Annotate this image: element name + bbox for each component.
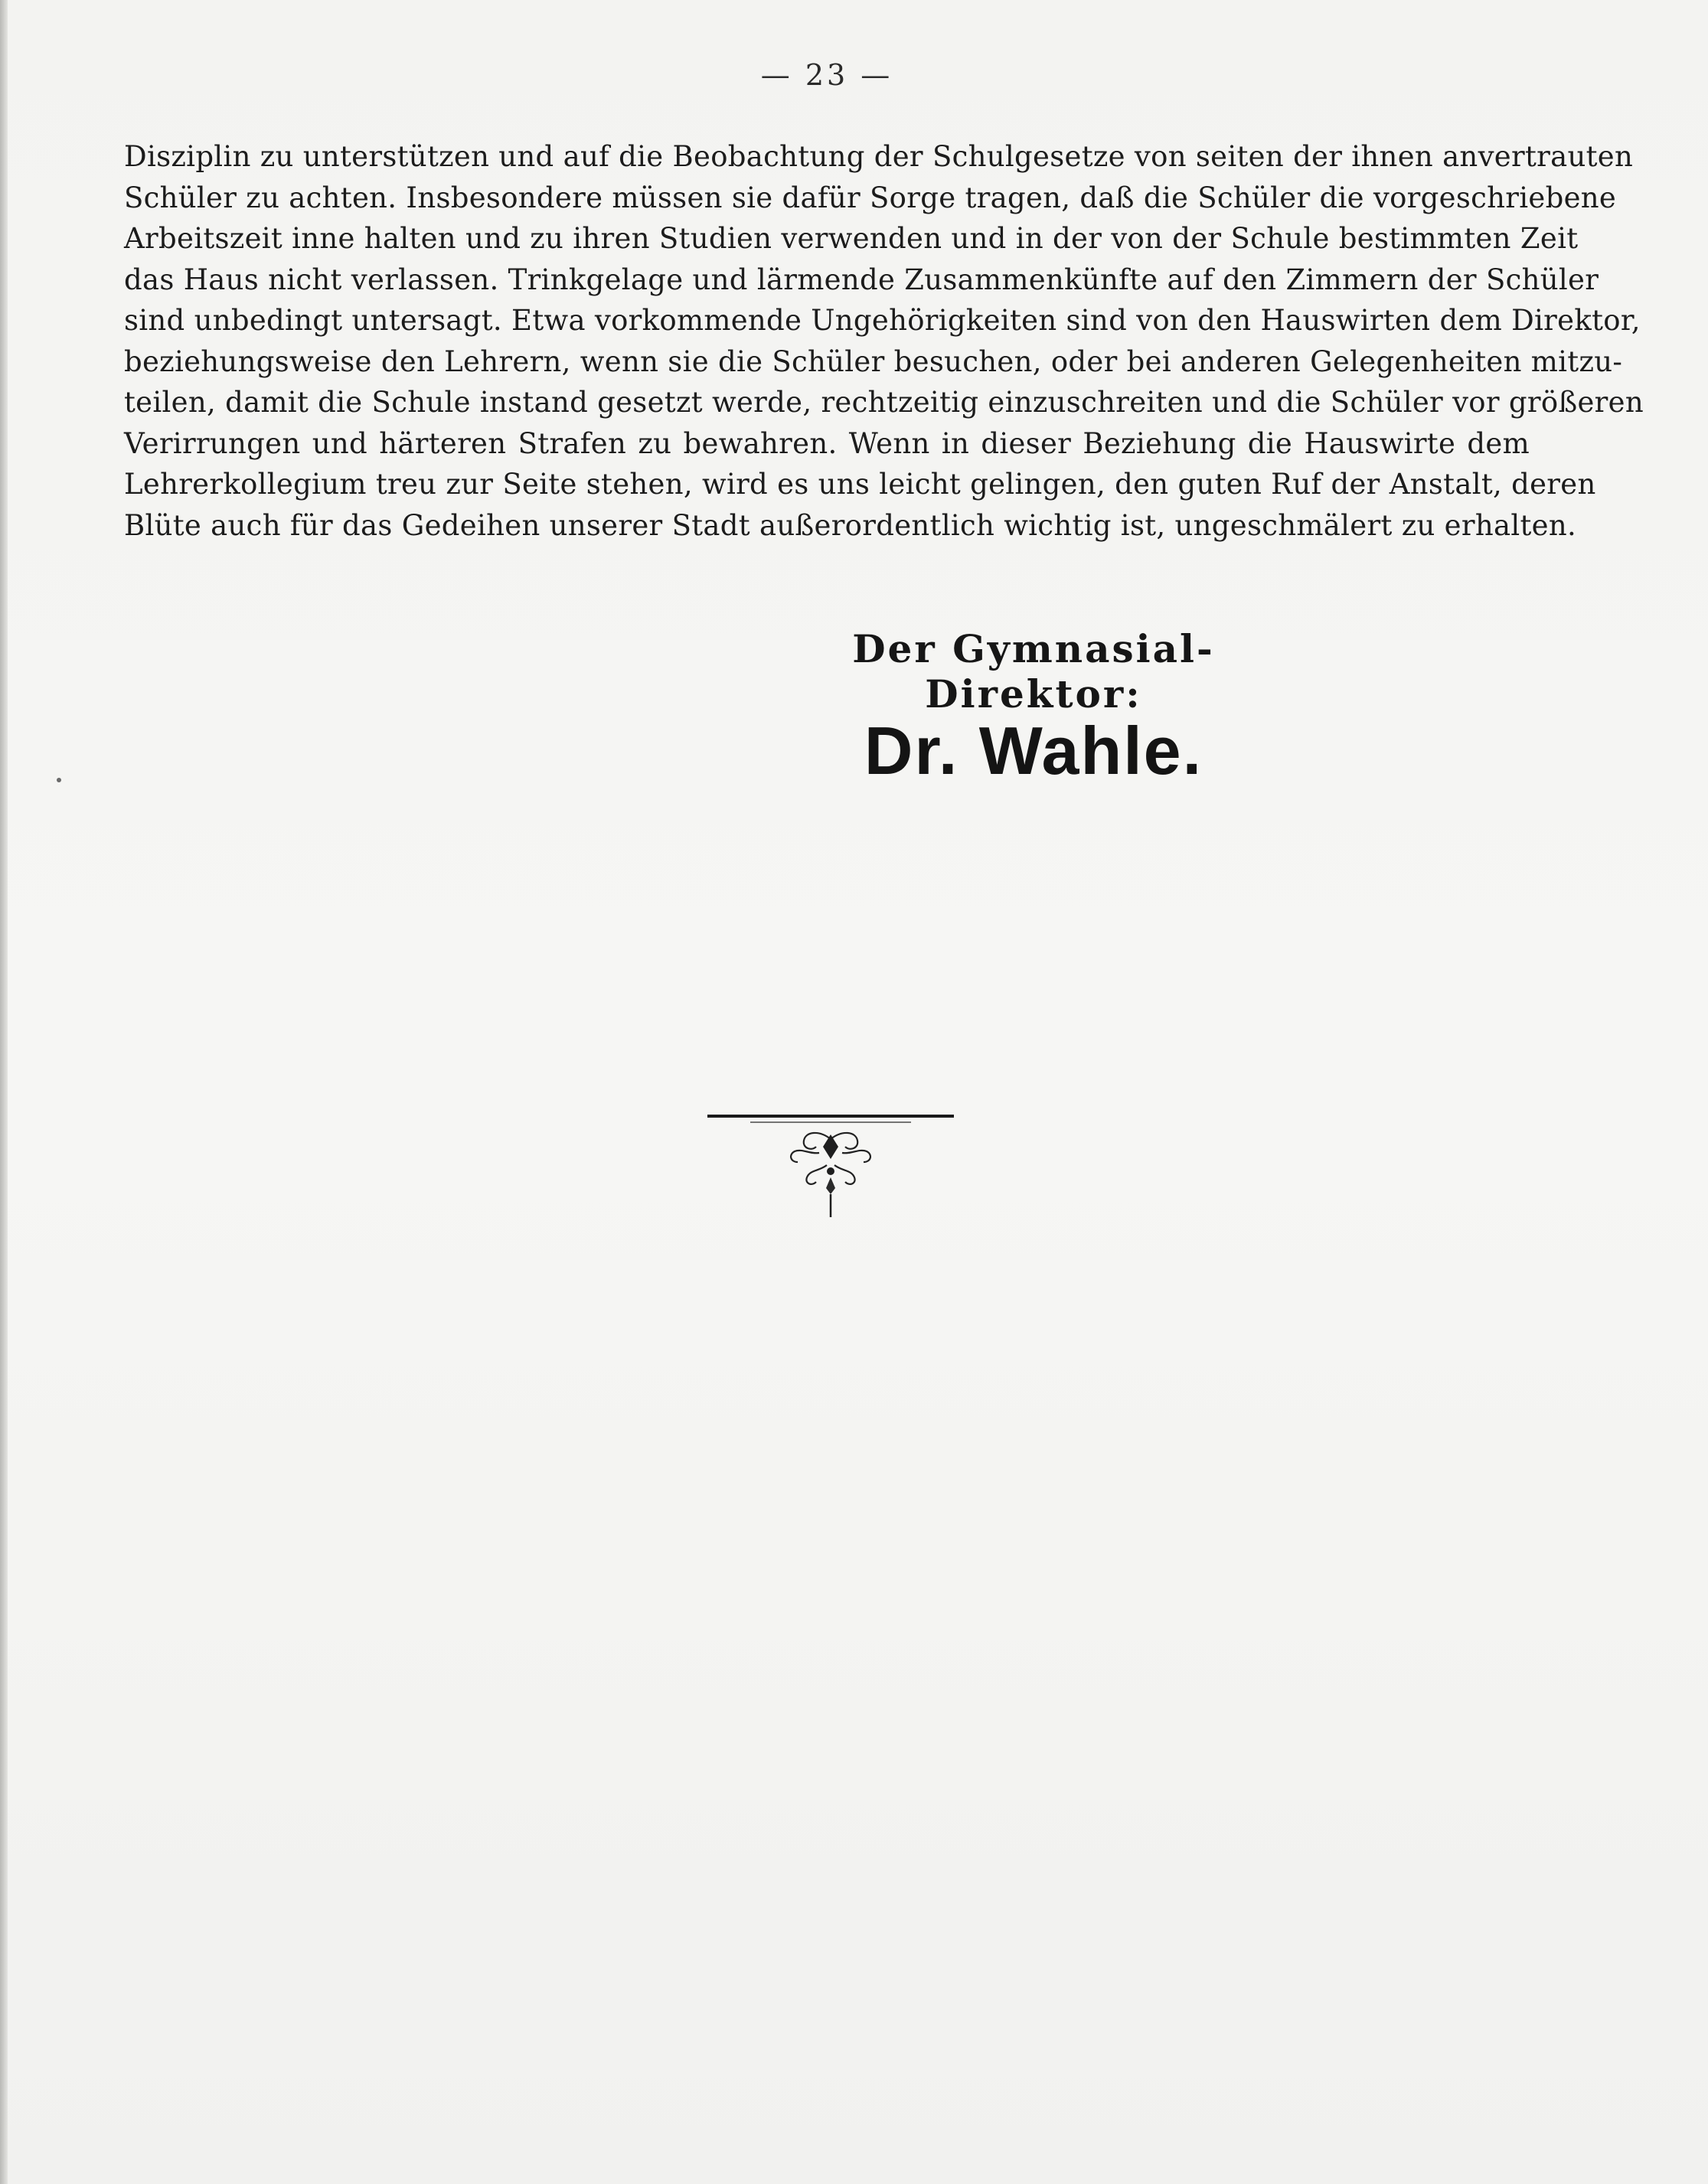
paper-speck — [57, 778, 61, 782]
text-line: sind unbedingt untersagt. Etwa vorkommende Ungehörigkeiten sind von den Hauswirten dem Direktor, — [124, 304, 1641, 337]
signature-name: Dr. Wahle. — [864, 713, 1203, 788]
text-line: Schüler zu achten. Insbesondere müssen sie dafür Sorge tragen, daß die Schüler die vorgeschriebene — [124, 181, 1617, 214]
body-paragraph — [124, 136, 1644, 546]
text-line-last: Blüte auch für das Gedeihen unserer Stadt außerordentlich wichtig ist, ungeschmälert zu erhalten. — [124, 508, 1577, 542]
text-line: Disziplin zu unterstützen und auf die Beobachtung der Schulgesetze von seiten der ihnen anvertrauten — [124, 140, 1634, 173]
ornament-divider-icon — [704, 1108, 957, 1231]
text-line: Lehrerkollegium treu zur Seite stehen, wird es uns leicht gelingen, den guten Ruf der Anstalt, deren — [124, 468, 1596, 501]
text-line: Arbeitszeit inne halten und zu ihren Studien verwenden und in der von der Schule bestimmten Zeit — [124, 222, 1579, 255]
text-line: beziehungsweise den Lehrern, wenn sie die Schüler besuchen, oder bei anderen Gelegenheiten mitzu- — [124, 344, 1623, 378]
page-number: — 23 — — [760, 58, 893, 92]
page-edge-shadow — [0, 0, 8, 2184]
text-line: das Haus nicht verlassen. Trinkgelage und lärmende Zusammenkünfte auf den Zimmern der Schüler — [124, 263, 1599, 296]
text-line: teilen, damit die Schule instand gesetzt werde, rechtzeitig einzuschreiten und die Schüler vor größeren — [124, 386, 1644, 419]
signature-title: Der Gymnasial-Direktor: — [852, 626, 1215, 717]
text-line: Verirrungen und härteren Strafen zu bewahren. Wenn in dieser Beziehung die Hauswirte dem — [124, 426, 1530, 460]
